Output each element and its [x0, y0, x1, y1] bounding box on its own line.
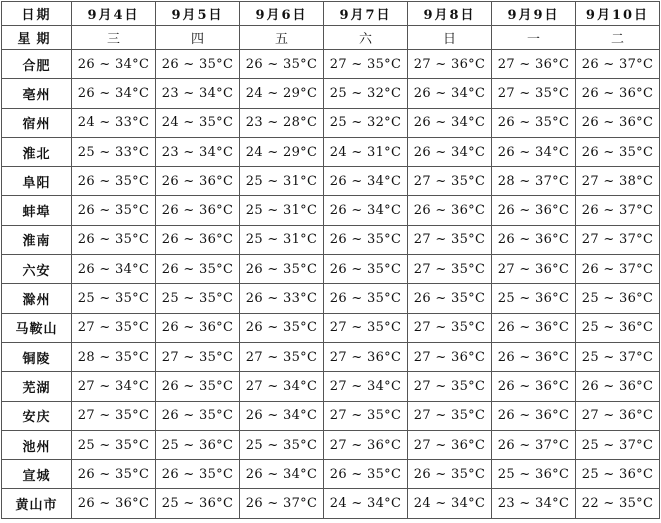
temperature-range-cell: 26 ~ 34°C: [72, 50, 156, 79]
temperature-range-cell: 25 ~ 37°C: [576, 430, 660, 459]
city-name-cell: 铜陵: [2, 342, 72, 371]
temperature-range-cell: 26 ~ 36°C: [576, 79, 660, 108]
temperature-range-cell: 27 ~ 36°C: [408, 342, 492, 371]
temperature-range-cell: 27 ~ 35°C: [324, 50, 408, 79]
temperature-range-cell: 26 ~ 36°C: [576, 372, 660, 401]
weather-forecast-table: [1, 1, 660, 519]
temperature-range-cell: 25 ~ 31°C: [240, 196, 324, 225]
temperature-range-cell: 25 ~ 36°C: [156, 430, 240, 459]
weekday-cell: 四: [156, 26, 240, 50]
temperature-range-cell: 26 ~ 34°C: [72, 79, 156, 108]
temperature-range-cell: 22 ~ 35°C: [576, 489, 660, 518]
temperature-range-cell: 25 ~ 35°C: [240, 430, 324, 459]
temperature-range-cell: 26 ~ 36°C: [156, 196, 240, 225]
temperature-range-cell: 23 ~ 28°C: [240, 108, 324, 137]
temperature-range-cell: 25 ~ 36°C: [576, 313, 660, 342]
weekday-cell: 一: [492, 26, 576, 50]
temperature-range-cell: 24 ~ 35°C: [156, 108, 240, 137]
temperature-range-cell: 26 ~ 35°C: [72, 167, 156, 196]
temperature-range-cell: 26 ~ 36°C: [492, 372, 576, 401]
temperature-range-cell: 24 ~ 29°C: [240, 79, 324, 108]
temperature-range-cell: 26 ~ 37°C: [240, 489, 324, 518]
date-cell: 9月8日: [408, 2, 492, 26]
temperature-range-cell: 26 ~ 35°C: [156, 50, 240, 79]
date-header-row: [2, 2, 660, 26]
temperature-range-cell: 25 ~ 36°C: [576, 284, 660, 313]
temperature-range-cell: 27 ~ 36°C: [324, 342, 408, 371]
temperature-range-cell: 27 ~ 35°C: [492, 79, 576, 108]
temperature-range-cell: 26 ~ 34°C: [408, 137, 492, 166]
table-row: [2, 313, 660, 342]
temperature-range-cell: 26 ~ 35°C: [492, 108, 576, 137]
date-cell: 9月10日: [576, 2, 660, 26]
temperature-range-cell: 26 ~ 36°C: [492, 342, 576, 371]
date-cell: 9月4日: [72, 2, 156, 26]
city-name-cell: 合肥: [2, 50, 72, 79]
temperature-range-cell: 27 ~ 35°C: [408, 401, 492, 430]
temperature-range-cell: 27 ~ 36°C: [492, 50, 576, 79]
temperature-range-cell: 23 ~ 34°C: [156, 137, 240, 166]
temperature-range-cell: 27 ~ 36°C: [576, 401, 660, 430]
table-row: [2, 489, 660, 518]
temperature-range-cell: 26 ~ 37°C: [576, 196, 660, 225]
temperature-range-cell: 26 ~ 35°C: [324, 460, 408, 489]
date-cell: 9月9日: [492, 2, 576, 26]
temperature-range-cell: 27 ~ 35°C: [408, 225, 492, 254]
temperature-range-cell: 24 ~ 34°C: [408, 489, 492, 518]
temperature-range-cell: 26 ~ 34°C: [408, 79, 492, 108]
temperature-range-cell: 26 ~ 35°C: [408, 460, 492, 489]
temperature-range-cell: 26 ~ 33°C: [240, 284, 324, 313]
date-cell: 9月5日: [156, 2, 240, 26]
date-label-cell: 日期: [2, 2, 72, 26]
temperature-range-cell: 25 ~ 31°C: [240, 225, 324, 254]
city-name-cell: 芜湖: [2, 372, 72, 401]
weekday-cell: 六: [324, 26, 408, 50]
city-name-cell: 安庆: [2, 401, 72, 430]
temperature-range-cell: 25 ~ 36°C: [492, 284, 576, 313]
table-row: [2, 372, 660, 401]
temperature-range-cell: 27 ~ 34°C: [324, 372, 408, 401]
temperature-range-cell: 26 ~ 35°C: [240, 255, 324, 284]
table-row: [2, 342, 660, 371]
temperature-range-cell: 27 ~ 35°C: [72, 401, 156, 430]
temperature-range-cell: 25 ~ 35°C: [72, 430, 156, 459]
temperature-range-cell: 24 ~ 31°C: [324, 137, 408, 166]
temperature-range-cell: 27 ~ 35°C: [408, 167, 492, 196]
temperature-range-cell: 25 ~ 36°C: [156, 489, 240, 518]
table-row: [2, 284, 660, 313]
temperature-range-cell: 26 ~ 35°C: [156, 372, 240, 401]
temperature-range-cell: 24 ~ 34°C: [324, 489, 408, 518]
temperature-range-cell: 26 ~ 37°C: [576, 50, 660, 79]
table-row: [2, 167, 660, 196]
temperature-range-cell: 27 ~ 37°C: [576, 225, 660, 254]
table-row: [2, 196, 660, 225]
temperature-range-cell: 27 ~ 34°C: [72, 372, 156, 401]
city-name-cell: 阜阳: [2, 167, 72, 196]
temperature-range-cell: 26 ~ 35°C: [240, 313, 324, 342]
temperature-range-cell: 26 ~ 36°C: [492, 401, 576, 430]
temperature-range-cell: 26 ~ 35°C: [156, 460, 240, 489]
temperature-range-cell: 27 ~ 36°C: [492, 255, 576, 284]
temperature-range-cell: 27 ~ 38°C: [576, 167, 660, 196]
city-name-cell: 池州: [2, 430, 72, 459]
temperature-range-cell: 26 ~ 34°C: [408, 108, 492, 137]
temperature-range-cell: 26 ~ 34°C: [240, 401, 324, 430]
table-row: [2, 137, 660, 166]
temperature-range-cell: 27 ~ 36°C: [408, 430, 492, 459]
temperature-range-cell: 26 ~ 35°C: [240, 50, 324, 79]
temperature-range-cell: 25 ~ 32°C: [324, 79, 408, 108]
temperature-range-cell: 26 ~ 36°C: [492, 313, 576, 342]
temperature-range-cell: 23 ~ 34°C: [492, 489, 576, 518]
city-name-cell: 淮北: [2, 137, 72, 166]
temperature-range-cell: 25 ~ 36°C: [576, 460, 660, 489]
temperature-range-cell: 26 ~ 35°C: [72, 225, 156, 254]
temperature-range-cell: 26 ~ 36°C: [72, 489, 156, 518]
temperature-range-cell: 26 ~ 35°C: [156, 255, 240, 284]
table-row: [2, 460, 660, 489]
temperature-range-cell: 27 ~ 35°C: [324, 401, 408, 430]
temperature-range-cell: 26 ~ 35°C: [324, 284, 408, 313]
weekday-label-cell: 星期: [2, 26, 72, 50]
temperature-range-cell: 27 ~ 35°C: [408, 372, 492, 401]
temperature-range-cell: 27 ~ 34°C: [240, 372, 324, 401]
table-row: [2, 225, 660, 254]
temperature-range-cell: 26 ~ 34°C: [324, 196, 408, 225]
temperature-range-cell: 26 ~ 35°C: [324, 225, 408, 254]
temperature-range-cell: 25 ~ 37°C: [576, 342, 660, 371]
temperature-range-cell: 27 ~ 35°C: [408, 313, 492, 342]
city-name-cell: 淮南: [2, 225, 72, 254]
temperature-range-cell: 26 ~ 34°C: [240, 460, 324, 489]
temperature-range-cell: 26 ~ 35°C: [324, 255, 408, 284]
temperature-range-cell: 27 ~ 35°C: [408, 255, 492, 284]
date-cell: 9月7日: [324, 2, 408, 26]
temperature-range-cell: 26 ~ 36°C: [408, 196, 492, 225]
temperature-range-cell: 25 ~ 35°C: [72, 284, 156, 313]
city-name-cell: 蚌埠: [2, 196, 72, 225]
temperature-range-cell: 27 ~ 36°C: [408, 50, 492, 79]
temperature-range-cell: 26 ~ 36°C: [492, 196, 576, 225]
temperature-range-cell: 24 ~ 33°C: [72, 108, 156, 137]
temperature-range-cell: 27 ~ 35°C: [72, 313, 156, 342]
temperature-range-cell: 26 ~ 35°C: [408, 284, 492, 313]
temperature-range-cell: 25 ~ 31°C: [240, 167, 324, 196]
temperature-range-cell: 26 ~ 37°C: [492, 430, 576, 459]
table-row: [2, 50, 660, 79]
temperature-range-cell: 24 ~ 29°C: [240, 137, 324, 166]
temperature-range-cell: 26 ~ 34°C: [324, 167, 408, 196]
temperature-range-cell: 27 ~ 35°C: [324, 313, 408, 342]
city-name-cell: 亳州: [2, 79, 72, 108]
city-name-cell: 黄山市: [2, 489, 72, 518]
weekday-cell: 三: [72, 26, 156, 50]
temperature-range-cell: 23 ~ 34°C: [156, 79, 240, 108]
city-name-cell: 六安: [2, 255, 72, 284]
city-name-cell: 马鞍山: [2, 313, 72, 342]
city-name-cell: 宣城: [2, 460, 72, 489]
temperature-range-cell: 26 ~ 36°C: [492, 225, 576, 254]
table-row: [2, 255, 660, 284]
weekday-cell: 二: [576, 26, 660, 50]
temperature-range-cell: 25 ~ 36°C: [492, 460, 576, 489]
city-name-cell: 滁州: [2, 284, 72, 313]
temperature-range-cell: 28 ~ 37°C: [492, 167, 576, 196]
table-row: [2, 108, 660, 137]
temperature-range-cell: 26 ~ 36°C: [156, 313, 240, 342]
table-row: [2, 79, 660, 108]
temperature-range-cell: 28 ~ 35°C: [72, 342, 156, 371]
date-cell: 9月6日: [240, 2, 324, 26]
weekday-row: [2, 26, 660, 50]
temperature-range-cell: 26 ~ 34°C: [72, 255, 156, 284]
temperature-range-cell: 26 ~ 35°C: [72, 196, 156, 225]
temperature-range-cell: 26 ~ 35°C: [72, 460, 156, 489]
temperature-range-cell: 25 ~ 33°C: [72, 137, 156, 166]
temperature-range-cell: 26 ~ 36°C: [576, 108, 660, 137]
weekday-cell: 五: [240, 26, 324, 50]
temperature-range-cell: 26 ~ 35°C: [576, 137, 660, 166]
temperature-range-cell: 25 ~ 35°C: [156, 284, 240, 313]
temperature-range-cell: 26 ~ 37°C: [576, 255, 660, 284]
table-row: [2, 430, 660, 459]
temperature-range-cell: 25 ~ 32°C: [324, 108, 408, 137]
temperature-range-cell: 26 ~ 34°C: [492, 137, 576, 166]
temperature-range-cell: 27 ~ 35°C: [156, 342, 240, 371]
city-name-cell: 宿州: [2, 108, 72, 137]
temperature-range-cell: 26 ~ 35°C: [156, 401, 240, 430]
weekday-cell: 日: [408, 26, 492, 50]
temperature-range-cell: 27 ~ 36°C: [324, 430, 408, 459]
table-body: [2, 2, 660, 519]
temperature-range-cell: 27 ~ 35°C: [240, 342, 324, 371]
temperature-range-cell: 26 ~ 36°C: [156, 167, 240, 196]
table-row: [2, 401, 660, 430]
temperature-range-cell: 26 ~ 36°C: [156, 225, 240, 254]
